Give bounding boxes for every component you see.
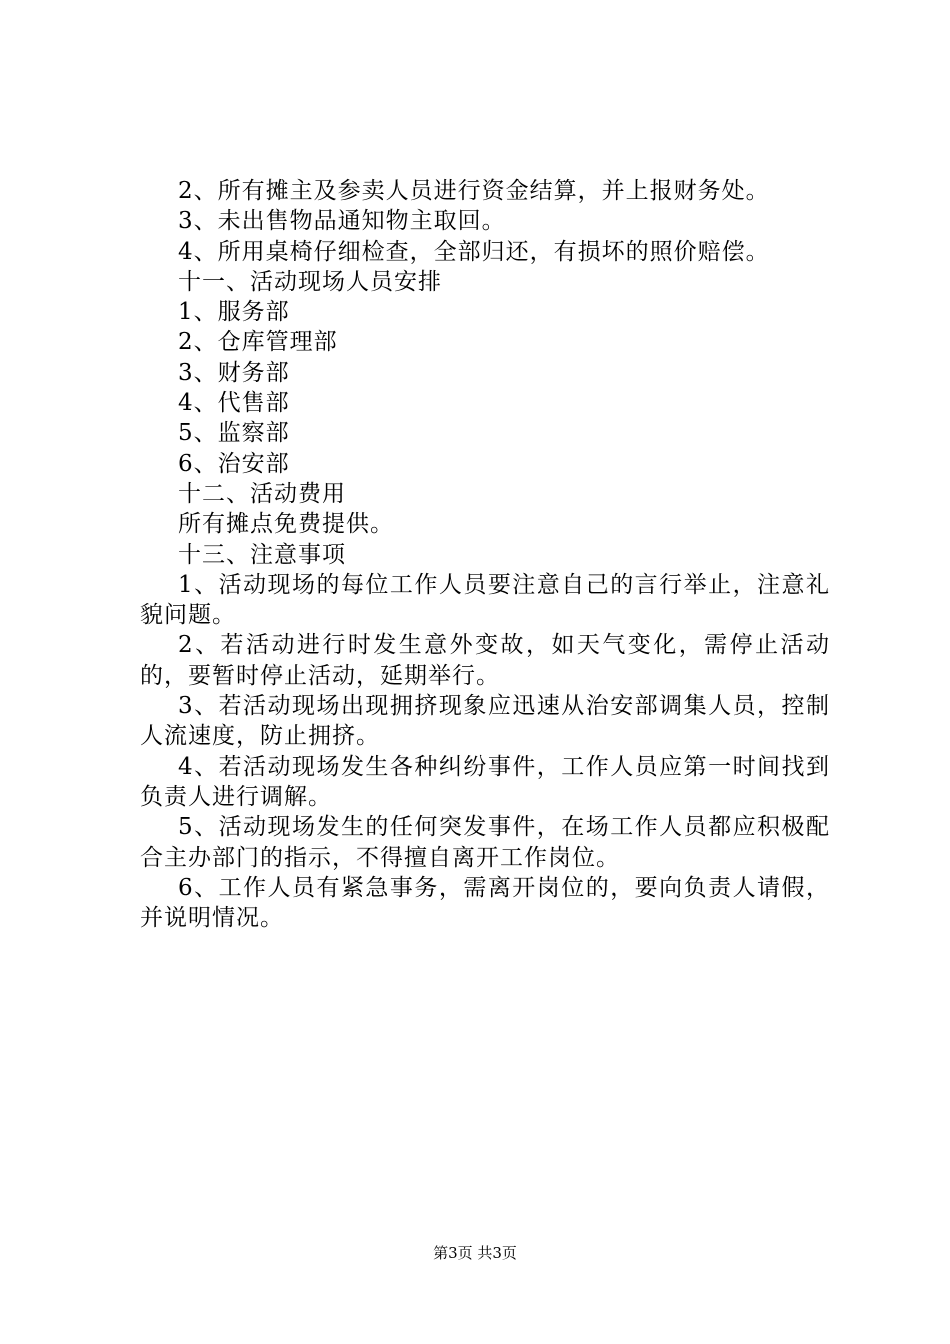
page-number-footer: 第3页 共3页 (433, 1244, 517, 1262)
list-item: 5、监察部 (178, 420, 290, 447)
paragraph: 2、若活动进行时发生意外变故，如天气变化，需停止活动的，要暂时停止活动，延期举行。 (140, 632, 830, 689)
list-item: 6、治安部 (178, 450, 290, 477)
paragraph: 1、活动现场的每位工作人员要注意自己的言行举止，注意礼貌问题。 (140, 571, 830, 629)
paragraph: 2、所有摊主及参卖人员进行资金结算，并上报财务处。 (178, 178, 770, 204)
section-heading: 十二、活动费用 (178, 480, 346, 507)
paragraph: 3、若活动现场出现拥挤现象应迅速从治安部调集人员，控制人流速度，防止拥挤。 (140, 693, 830, 750)
list-item: 2、仓库管理部 (178, 329, 338, 356)
paragraph: 3、未出售物品通知物主取回。 (178, 208, 506, 235)
paragraph: 4、所用桌椅仔细检查，全部归还，有损坏的照价赔偿。 (178, 238, 770, 265)
section-heading: 十一、活动现场人员安排 (178, 268, 442, 295)
paragraph: 所有摊点免费提供。 (178, 511, 394, 538)
list-item: 3、财务部 (178, 359, 290, 386)
paragraph: 4、若活动现场发生各种纠纷事件，工作人员应第一时间找到负责人进行调解。 (140, 753, 830, 810)
list-item: 1、服务部 (178, 299, 290, 326)
list-item: 4、代售部 (178, 390, 290, 417)
paragraph: 5、活动现场发生的任何突发事件，在场工作人员都应积极配合主办部门的指示，不得擅自离开工作岗位。 (140, 814, 830, 871)
paragraph: 6、工作人员有紧急事务，需离开岗位的，要向负责人请假，并说明情况。 (140, 874, 830, 932)
section-heading: 十三、注意事项 (178, 541, 346, 568)
document-body (140, 176, 830, 933)
